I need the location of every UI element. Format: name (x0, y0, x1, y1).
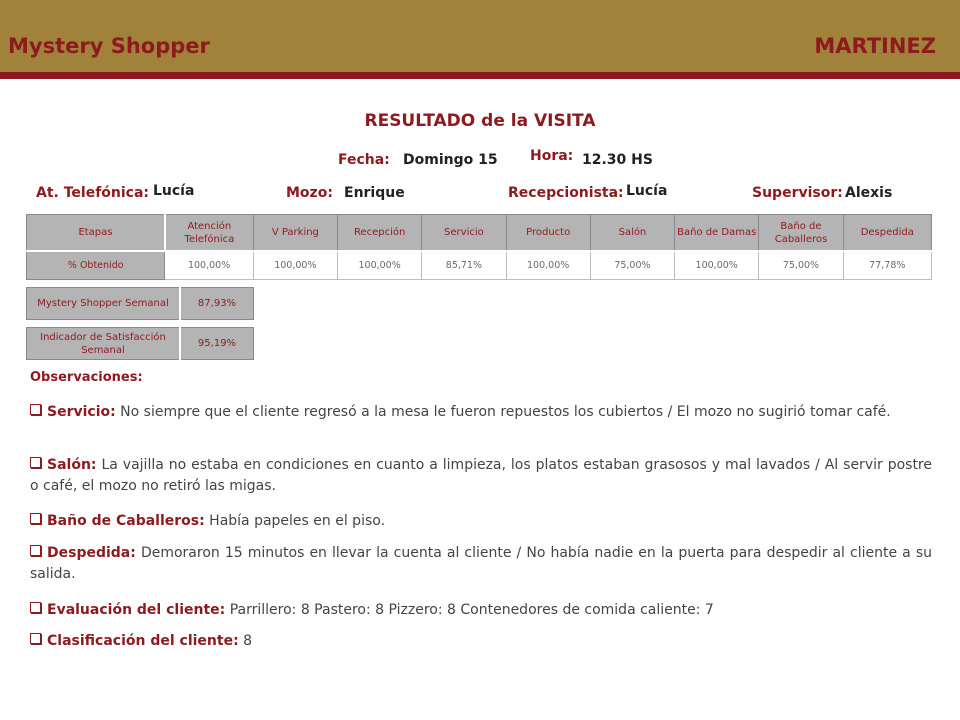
stage-value: % Obtenido (27, 251, 165, 280)
observation-label: Salón: (47, 457, 97, 473)
observation-item (30, 631, 932, 652)
hora-label: Hora: (530, 148, 574, 164)
page-title: RESULTADO de la VISITA (364, 111, 596, 131)
stage-header: Producto (506, 215, 590, 252)
stage-header: Baño de Caballeros (759, 215, 843, 252)
stage-value: 100,00% (506, 251, 590, 280)
stage-value: 75,00% (590, 251, 674, 280)
stage-value: 100,00% (338, 251, 422, 280)
observation-text: Parrillero: 8 Pastero: 8 Pizzero: 8 Contenedores de comida caliente: 7 (225, 602, 714, 618)
fecha-label: Fecha: (338, 152, 390, 168)
observation-label: Baño de Caballeros: (47, 513, 205, 529)
stage-value: 77,78% (843, 251, 931, 280)
observation-label: Despedida: (47, 545, 136, 561)
stage-header: Baño de Damas (675, 215, 759, 252)
observation-item (30, 402, 932, 423)
mozo-value: Enrique (344, 185, 405, 201)
stage-value: 75,00% (759, 251, 843, 280)
stage-value: 100,00% (675, 251, 759, 280)
checkbox-bullet-icon (30, 545, 41, 556)
stage-header: Servicio (422, 215, 506, 252)
observation-text: La vajilla no estaba en condiciones en cuanto a limpieza, los platos estaban grasosos y mal lavados / Al servir postre o café, el mozo no retiró las migas. (30, 457, 932, 494)
stage-header: Salón (590, 215, 674, 252)
summary-label: Mystery Shopper Semanal (27, 288, 181, 320)
checkbox-bullet-icon (30, 457, 41, 468)
checkbox-bullet-icon (30, 602, 41, 613)
observation-item (30, 600, 932, 621)
recepcionista-value: Lucía (626, 183, 668, 199)
observation-item (30, 543, 932, 585)
observation-text: Demoraron 15 minutos en llevar la cuenta al cliente / No había nadie en la puerta para despedir al cliente a su salida. (30, 545, 932, 582)
telefonica-value: Lucía (153, 183, 195, 199)
supervisor-value: Alexis (845, 185, 893, 201)
stage-header: Atención Telefónica (165, 215, 253, 252)
observation-text: 8 (238, 633, 253, 649)
telefonica-label: At. Telefónica: (36, 185, 150, 201)
weekly-score-table (26, 287, 254, 320)
stage-value: 100,00% (253, 251, 337, 280)
summary-label: Indicador de Satisfacción Semanal (27, 328, 181, 360)
observations-title: Observaciones: (30, 370, 143, 385)
stage-value: 85,71% (422, 251, 506, 280)
observation-label: Evaluación del cliente: (47, 602, 226, 618)
observation-text: Había papeles en el piso. (204, 513, 386, 529)
summary-value: 87,93% (180, 288, 254, 320)
recepcionista-label: Recepcionista: (508, 185, 624, 201)
stages-table (26, 214, 932, 280)
checkbox-bullet-icon (30, 513, 41, 524)
client-name: MARTINEZ (814, 34, 936, 58)
observation-label: Clasificación del cliente: (47, 633, 239, 649)
checkbox-bullet-icon (30, 633, 41, 644)
stage-header: Etapas (27, 215, 165, 252)
observation-label: Servicio: (47, 404, 116, 420)
mozo-label: Mozo: (286, 185, 333, 201)
stage-header: Recepción (338, 215, 422, 252)
hora-value: 12.30 HS (582, 152, 653, 168)
observation-text: No siempre que el cliente regresó a la mesa le fueron repuestos los cubiertos / El mozo no sugirió tomar café. (115, 404, 891, 420)
stage-header: V Parking (253, 215, 337, 252)
supervisor-label: Supervisor: (752, 185, 843, 201)
stage-header: Despedida (843, 215, 931, 252)
checkbox-bullet-icon (30, 404, 41, 415)
satisfaction-table (26, 327, 254, 360)
observation-item (30, 455, 932, 497)
summary-value: 95,19% (180, 328, 254, 360)
stage-value: 100,00% (165, 251, 253, 280)
header-divider (0, 72, 960, 79)
app-title: Mystery Shopper (8, 34, 210, 58)
fecha-value: Domingo 15 (403, 152, 498, 168)
observation-item (30, 511, 932, 532)
